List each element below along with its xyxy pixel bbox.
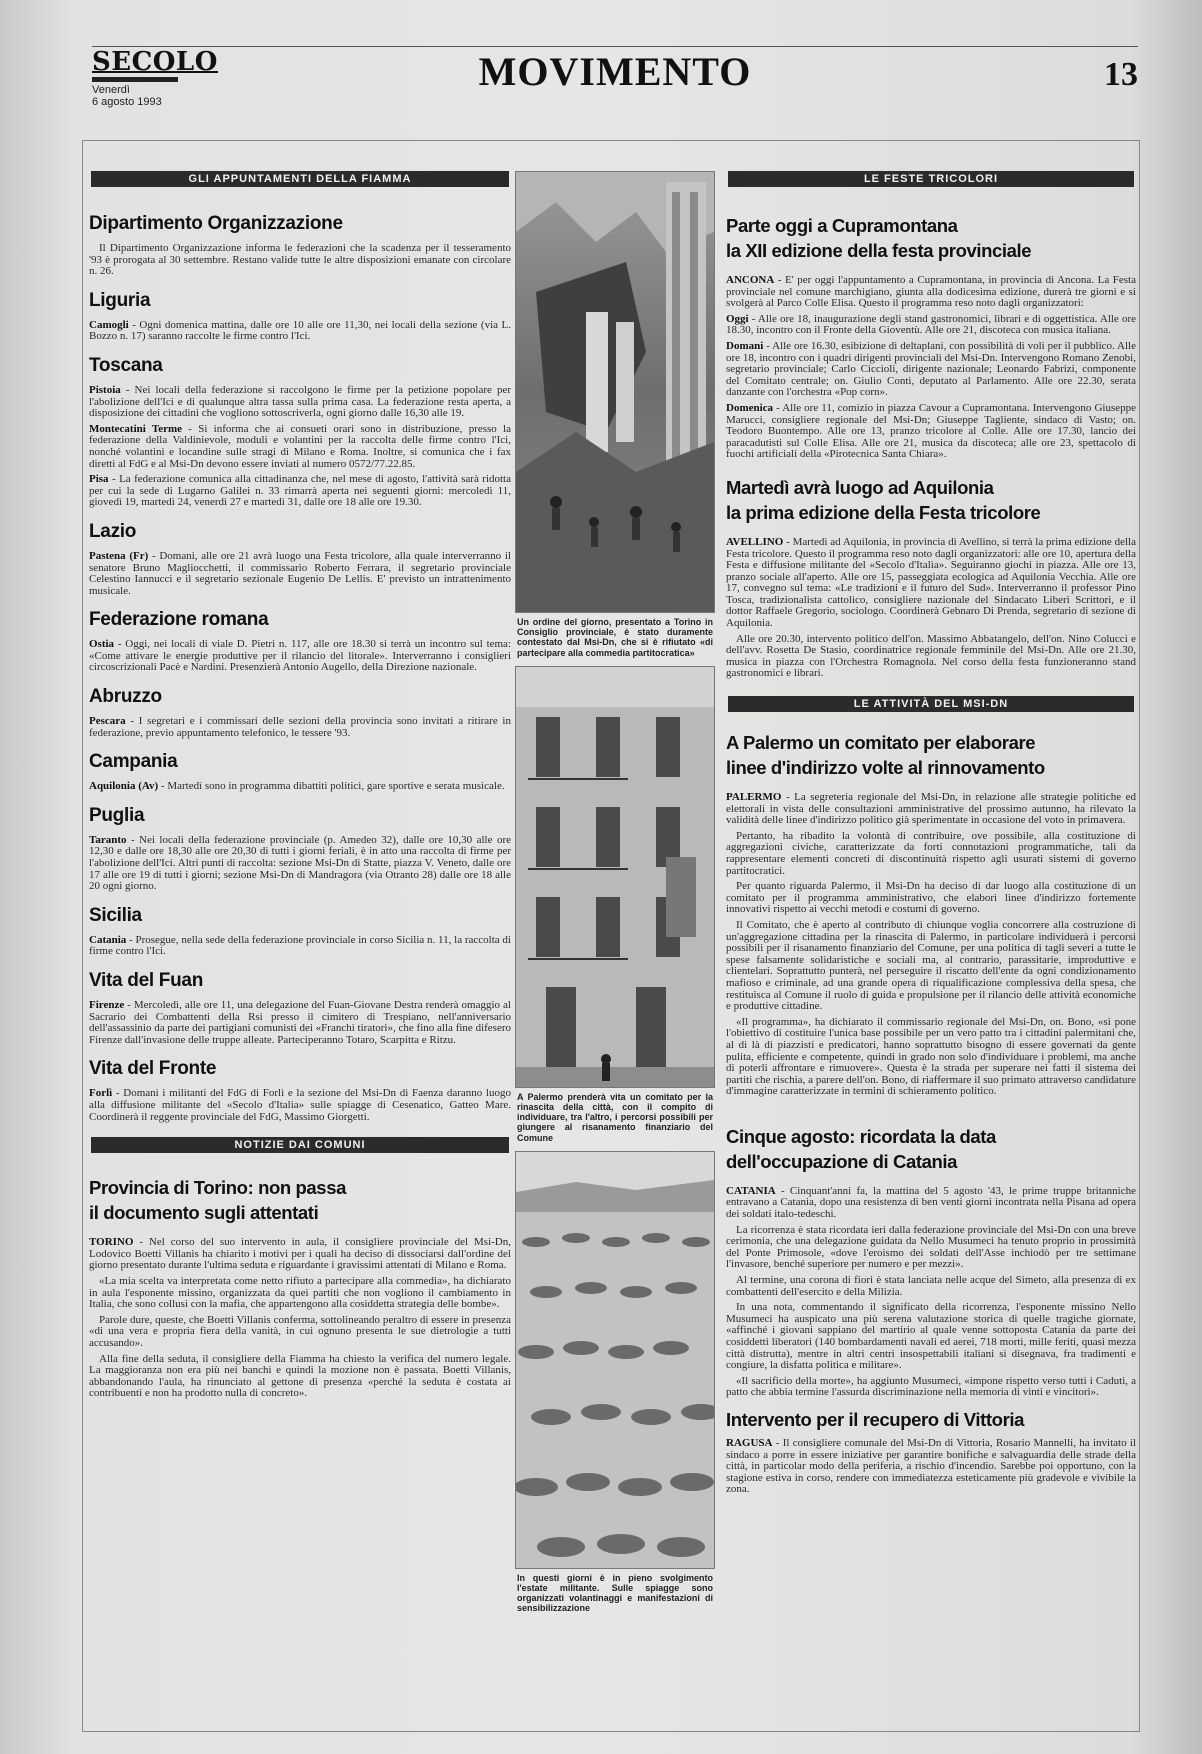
paragraph-text: - Il consigliere comunale del Msi-Dn di Vittoria, Rosario Mannelli, ha invitato il sindaco a porre in essere iniziative per garantire bonifiche e salvaguardia delle strade della città, in particolar modo della periferia, a rischio d'incendio. Sarebbe poi opportuno, con la stagione estiva in corso, rendere con immediatezza esteticamente più gradevole e vivibile la zona. bbox=[726, 1436, 1136, 1496]
article-paragraph bbox=[726, 634, 1136, 680]
article-paragraph bbox=[726, 275, 1136, 310]
paragraph-text: - Alle ore 18, inaugurazione degli stand gastronomici, librari e di oggettistica. Alle ore 18.30, incontro con il Fronte della Gioventù. Alle ore 21, discoteca con musica italiana. bbox=[726, 312, 1136, 337]
aquilonia-headline-line2: la prima edizione della Festa tricolore bbox=[726, 501, 1041, 523]
article-paragraph bbox=[726, 1186, 1136, 1221]
paragraph-text: - Nei locali della federazione si raccolgono le firme per la petizione popolare per l'abolizione dell'Ici e di qualunque altra tassa sulla prima casa. La federazione resta aperta, a disposizione dei cittadini che vogliono sottoscriverla, ogni giorno dalle 16,30 alle 19. bbox=[89, 383, 511, 420]
article-paragraph bbox=[89, 935, 511, 958]
paragraph-text: - Martedì sono in programma dibattiti politici, gare sportive e serata musicale. bbox=[158, 780, 505, 793]
paragraph-lead: Firenze bbox=[89, 999, 125, 1011]
article-paragraph bbox=[726, 537, 1136, 630]
section-banner-feste: LE FESTE TRICOLORI bbox=[728, 171, 1134, 187]
article-paragraph bbox=[89, 781, 511, 793]
paragraph-text: - Martedì ad Aquilonia, in provincia di Avellino, si terrà la prima edizione della Festa tricolore. Questo il programma reso noto dagli organizzatori: alle ore 10, apertura della Festa e diffusione militante del «Secolo d'Italia». Seguiranno giochi in piazza. Alle ore 13, pranzo sociale all'aperto. Alle ore 15, passeggiata ecologica ad Aquilonia Vecchia. Alle ore 17, convegno sul tema: «Le tradizioni e il futuro del Sud». Interverranno il professor Pino Tosca, tradizionalista cattolico, consigliere nazionale del Sindacato Liberi Scrittori, e il dottor Raffaele Gregorio, sociologo. Coordinerà Gebnaro Di Prenda, segretario di sezione di Aquilonia. bbox=[726, 535, 1136, 630]
article-paragraph bbox=[726, 792, 1136, 827]
paragraph-text: - E' per oggi l'appuntamento a Cupramontana, in provincia di Ancona. La Festa provinciale nel comune marchigiano, giunta alla dodicesima edizione, durerà tre giorni e si svolgerà al Parco Colle Elisa. Questo il programma reso noto dagli organizzatori: bbox=[726, 274, 1136, 310]
paragraph-lead: Catania bbox=[89, 933, 127, 946]
paragraph-text: Per quanto riguarda Palermo, il Msi-Dn ha deciso di dar luogo alla costituzione di un comitato per il programma amministrativo, che elabori linee d'indirizzo fortemente innovativi rispetto ai vecchi metodi e costumi di governo. bbox=[726, 880, 1136, 916]
dateline-date: 6 agosto 1993 bbox=[92, 96, 162, 108]
paragraph-lead: Forlì bbox=[89, 1087, 113, 1100]
photo-palermo-building bbox=[515, 666, 715, 1088]
paragraph-lead: AVELLINO bbox=[726, 535, 784, 548]
photo-beach-image bbox=[516, 1152, 714, 1568]
paragraph-text: Pertanto, ha ribadito la volontà di contribuire, ove possibile, alla costituzione di aggregazioni civiche, caratterizzate da forti connotazioni programmatiche, tali da rappresentare elementi concreti di discontinuità rispetto agli usurati sistemi di governo partitocratici. bbox=[726, 829, 1136, 877]
article-paragraph bbox=[89, 474, 511, 509]
article-paragraph bbox=[89, 243, 511, 278]
catania-article-body bbox=[726, 1186, 1136, 1399]
article-paragraph bbox=[726, 1376, 1136, 1399]
paragraph-lead: Pisa bbox=[89, 473, 109, 486]
article-paragraph bbox=[726, 1302, 1136, 1372]
paragraph-text: - Mercoledì, alle ore 11, una delegazione del Fuan-Giovane Destra renderà omaggio al Sacrario dei Combattenti della Rsi presso il cimitero di Trespiano, nell'anniversario dell'assassinio da parte dei partigiani comunisti dei «Franchi tiratori», che fino alla fine difesero Firenze dall'invasione delle truppe alleate. Parteciperanno Totaro, Scarpitta e Ritzu. bbox=[89, 999, 511, 1046]
photo-bombed-building bbox=[515, 171, 715, 613]
region-heading: Dipartimento Organizzazione bbox=[89, 213, 343, 234]
article-paragraph bbox=[89, 424, 511, 470]
article-paragraph bbox=[89, 385, 511, 420]
content-frame bbox=[82, 140, 1140, 1732]
paragraph-text: Il Comitato, che è aperto al contributo di chiunque voglia concorrere alla costruzione di un'aggregazione cittadina per la rinascita di Palermo, in particolare individuerà i percorsi possibili per il risanamento finanziario del Comune, per una politica di tagli severi a tutte le spese falsamente solidaristiche e sociali ma, al contrario, parassitarie, improduttive e clientelari. Soprattutto punterà, nel perseguire il riscatto dell'ente da ogni condizionamento mafioso e criminale, ad una grande opera di riqualificazione complessiva della spesa, che restituisca al Comune il ruolo di guida e propulsione per il rilancio delle attività economiche e produttive cittadine. bbox=[726, 918, 1136, 1013]
right-column bbox=[726, 171, 1136, 1500]
paragraph-text: - Alle ore 11, comizio in piazza Cavour a Cupramontana. Intervengono Giuseppe Marucci, consigliere regionale del Msi-Dn; Giuseppe Tagliente, sindaco di Vasto; on. Teodoro Buontempo. Alle ore 13, pranzo tricolore al Colle. Alle ore 17.30, lancio dei paracadutisti sul Colle Elisa. Alle ore 21, musica da discoteca; alle ore 23, spettacolo di fuochi artificiali della «Pirotecnica Santa Chiara». bbox=[726, 401, 1136, 461]
photo-column bbox=[515, 171, 715, 1622]
article-paragraph bbox=[89, 835, 511, 893]
paragraph-text: - Si informa che ai consueti orari sono in distribuzione, presso la federazione della Valdinievole, moduli e volantini per la raccolta delle firme contro l'Ici, nonché volantini e locandine sulle stragi di Milano e Roma. Inoltre, si comunica che i fax diretti al FdG e al Msi-Dn devono essere inviati al numero 0572/77.22.85. bbox=[89, 422, 511, 470]
cupra-article-body bbox=[726, 275, 1136, 461]
region-heading: Puglia bbox=[89, 804, 145, 826]
article-paragraph bbox=[726, 403, 1136, 461]
paragraph-text: - Nei locali della federazione provinciale (p. Amedeo 32), dalle ore 10,30 alle ore 12,30 e dalle ore 18,30 alle ore 20,30 di tutti i giorni feriali, è in atto una raccolta di firme per l'abolizione dell'Ici. Altri punti di raccolta: sezione Msi-Dn di Statte, piazza V. Veneto, dalle ore 17 alle ore 19 di tutti i giorni; sezione Msi-Dn di Mandragora (via Otranto 28) dalle ore 18 alle 20 ogni giorno. bbox=[89, 833, 511, 893]
paragraph-lead: Pastena (Fr) bbox=[89, 549, 149, 562]
catania-headline-line2: dell'occupazione di Catania bbox=[726, 1150, 958, 1172]
paragraph-lead: Pistoia bbox=[89, 383, 121, 396]
cupra-headline-line2: la XII edizione della festa provinciale bbox=[726, 240, 1032, 261]
paragraph-text: - Cinquant'anni fa, la mattina del 5 agosto '43, le prime truppe britanniche entravano a Catania, dopo una resistenza di ben venti giorni incontrata nella Pisana ad opera dei soldati italo-tedeschi. bbox=[726, 1184, 1136, 1221]
article-paragraph bbox=[726, 1438, 1136, 1496]
paragraph-text: «La mia scelta va interpretata come netto rifiuto a partecipare alla commedia», ha dichiarato in aula l'esponente missino, organizzata da quei partiti che non vogliono il cambiamento in Italia, che sono collusi con la mafia, che appartengono alla cosiddetta strategia delle bombe». bbox=[89, 1274, 511, 1311]
paragraph-text: - La segreteria regionale del Msi-Dn, in relazione alle strategie politiche ed elettorali in vista delle consultazioni amministrative del prossimo autunno, ha rilevato la validità delle linee d'indirizzo politico già sperimentate in occasione del voto in primavera. bbox=[726, 791, 1136, 827]
article-paragraph bbox=[726, 1225, 1136, 1271]
paragraph-lead: ANCONA bbox=[726, 274, 775, 286]
aquilonia-article-body bbox=[726, 537, 1136, 680]
dateline-day: Venerdì bbox=[92, 84, 130, 96]
section-title: MOVIMENTO bbox=[478, 49, 752, 94]
region-heading: Abruzzo bbox=[89, 686, 162, 708]
palermo-headline-line1: A Palermo un comitato per elaborare bbox=[726, 732, 1036, 754]
paragraph-lead: TORINO bbox=[89, 1236, 134, 1249]
paragraph-text: - Oggi, nei locali di viale D. Pietri n. 117, alle ore 18.30 si terrà un incontro sul tema: «Come attivare le energie produttive per il rilancio del litorale». Interverranno i consiglieri circoscrizionali Pacè e Nardini. Presenzierà Antonio Augello, della Direzione nazionale. bbox=[89, 638, 511, 674]
logo-text: SECOLO bbox=[92, 47, 218, 77]
paragraph-lead: Pescara bbox=[89, 715, 126, 728]
paragraph-lead: Taranto bbox=[89, 833, 127, 846]
region-heading: Vita del Fronte bbox=[89, 1058, 217, 1080]
masthead bbox=[92, 40, 1138, 130]
paragraph-text: - I segretari e i commissari delle sezioni della provincia sono invitati a ritirare in federazione, previo appuntamento telefonico, le tessere '93. bbox=[89, 715, 511, 739]
vittoria-article-body bbox=[726, 1438, 1136, 1496]
article-paragraph bbox=[89, 320, 511, 343]
paragraph-text: La ricorrenza è stata ricordata ieri dalla federazione provinciale del Msi-Dn con una breve cerimonia, che una delegazione guidata da Nello Musumeci ha tenuto proprio in prossimità del Ponte Primosole, «dove l'eroismo dei soldati dell'Asse inchiodò per tre settimane l'invasore, benché superiore per numero e per mezzi». bbox=[726, 1223, 1136, 1271]
paragraph-text: - Domani, alle ore 21 avrà luogo una Festa tricolore, alla quale interverranno il senatore Bruno Magliocchetti, il commissario Roberto Ferrara, il segretario provinciale Celestino Iannucci e il segretario sezionale Eugenio De Lellis. E' previsto un intrattenimento musicale. bbox=[89, 549, 511, 597]
paragraph-text: - Ogni domenica mattina, dalle ore 10 alle ore 11,30, nei locali della sezione (via L. Bozzo n. 17) saranno raccolte le firme contro l'Ici. bbox=[89, 318, 511, 343]
article-paragraph bbox=[726, 920, 1136, 1013]
paragraph-lead: RAGUSA bbox=[726, 1436, 773, 1449]
article-paragraph bbox=[89, 716, 511, 739]
torino-article-body bbox=[89, 1237, 511, 1400]
region-heading: Toscana bbox=[89, 354, 163, 376]
paragraph-lead: Oggi bbox=[726, 312, 749, 325]
paragraph-lead: Aquilonia (Av) bbox=[89, 780, 159, 793]
region-heading: Vita del Fuan bbox=[89, 970, 203, 991]
article-paragraph bbox=[89, 1354, 511, 1400]
region-heading: Campania bbox=[89, 751, 178, 773]
photo-bombed-building-image bbox=[516, 172, 714, 612]
section-banner-appuntamenti: GLI APPUNTAMENTI DELLA FIAMMA bbox=[91, 171, 509, 187]
region-heading: Sicilia bbox=[89, 904, 142, 926]
masthead-rule bbox=[92, 46, 1138, 47]
article-paragraph bbox=[89, 551, 511, 597]
catania-headline bbox=[726, 1124, 1136, 1174]
article-paragraph bbox=[89, 1237, 511, 1272]
caption-torino: Un ordine del giorno, presentato a Torino in Consiglio provinciale, è stato duramente contestato dal Msi-Dn, che si è rifiutato «di partecipare alla commedia partitocratica» bbox=[517, 617, 713, 658]
left-column bbox=[89, 171, 511, 1404]
paragraph-text: - Alle ore 16.30, esibizione di deltaplani, con possibilità di voli per il pubblico. Alle ore 18, incontro con i quadri dirigenti provinciali del Msi-Dn. Intervengono Romano Zenobi, segretario provinciale; Carlo Ciccioli, dirigente nazionale; Leonardo Fabrizi, componente del Comitato centrale; on. Giulio Conti, deputato al Parlamento. Alle ore 22.30, serata danzante con l'orchestra «Pop corn». bbox=[726, 339, 1136, 399]
photo-palermo-building-image bbox=[516, 667, 714, 1087]
section-banner-comuni: NOTIZIE DAI COMUNI bbox=[91, 1137, 509, 1153]
article-paragraph bbox=[89, 1000, 511, 1046]
palermo-article-body bbox=[726, 792, 1136, 1098]
article-paragraph bbox=[726, 831, 1136, 877]
article-paragraph bbox=[726, 341, 1136, 399]
paragraph-lead: CATANIA bbox=[726, 1184, 776, 1197]
paragraph-text: «Il programma», ha dichiarato il commissario regionale del Msi-Dn, on. Bono, «si pone l'obiettivo di costituire l'unica base possibile per un vero patto tra i cittadini palermitani che, al di là di piazzisti e predicatori, hanno soprattutto bisogno di essere governati da gente pulita, efficiente e competente, quindi in grado non solo d'individuare i problemi, ma anche di poterli affrontare e rimuovere». Questa è la strada per superare nei fatti il sistema dei partiti che rischia, a parere dell'on. Bono, di riaffermare il suo primato attraverso candidature d'immagine caratterizzate in termini di schieramento politico. bbox=[726, 1015, 1136, 1098]
caption-beach: In questi giorni è in pieno svolgimento l'estate militante. Sulle spiagge sono organizzati volantinaggi e manifestazioni di sensibilizzazione bbox=[517, 1572, 713, 1614]
cupra-headline-line1: Parte oggi a Cupramontana bbox=[726, 215, 958, 236]
paragraph-text: Parole dure, queste, che Boetti Villanis conferma, sottolineando peraltro di essere in presenza «di una vera e propria fiera della vanità, in cui ognuno presenta le sue dietrologie a tutti accusando». bbox=[89, 1313, 511, 1349]
paragraph-lead: PALERMO bbox=[726, 791, 782, 804]
paragraph-lead: Domani bbox=[726, 339, 764, 352]
palermo-headline bbox=[726, 730, 1136, 780]
article-paragraph bbox=[89, 1315, 511, 1350]
appuntamenti-list bbox=[89, 213, 511, 1123]
article-paragraph bbox=[726, 1275, 1136, 1298]
palermo-headline-line2: linee d'indirizzo volte al rinnovamento bbox=[726, 757, 1045, 779]
caption-palermo: A Palermo prenderà vita un comitato per la rinascita della città, con il compito di individuare, tra l'altro, i percorsi possibili per giungere al risanamento finanziario del Comune bbox=[517, 1091, 713, 1143]
paragraph-text: Al termine, una corona di fiori è stata lanciata nelle acque del Simeto, alla presenza di ex combattenti dell'esercito e della Milizia. bbox=[726, 1274, 1136, 1298]
paragraph-text: In una nota, commentando il significato della ricorrenza, l'esponente missino Nello Musumeci ha auspicato una più serena valutazione storica di quelle tragiche giornate, «affinché i giovani sappiano del martirio al quale venne sottoposta Catania da parte dei cosiddetti liberatori (140 bombardamenti navali ed aerei, 718 morti, mille feriti, quasi mezza città distrutta), mentre in altri centri insospettabili italiani si disegnava, fra tradimenti e congiure, la disfatta politica e militare». bbox=[726, 1301, 1136, 1372]
paragraph-text: Alle ore 20.30, intervento politico dell'on. Massimo Abbatangelo, dell'on. Nino Colucci e dell'avv. Rosetta De Stasio, coordinatrice regionale femminile del Msi-Dn. Alle ore 21.30, musica in piazza con l'Orchestra Romagnola. Nel corso della festa funzioneranno stand gastronomici e librari. bbox=[726, 632, 1136, 680]
article-paragraph bbox=[726, 314, 1136, 337]
section-banner-attivita: LE ATTIVITÀ DEL MSI-DN bbox=[728, 696, 1134, 712]
photo-beach bbox=[515, 1151, 715, 1569]
article-paragraph bbox=[726, 1017, 1136, 1098]
paragraph-text: Alla fine della seduta, il consigliere della Fiamma ha chiesto la verifica del numero legale. La maggioranza non era più nei banchi e quindi la mozione non è passata. Boetti Villanis, abbandonando l'aula, ha rinunciato al gettone di presenza «perché la seduta è costata ai contribuenti e non ha prodotto nulla di concreto». bbox=[89, 1352, 511, 1400]
paragraph-text: Il Dipartimento Organizzazione informa le federazioni che la scadenza per il tesseramento '93 è prorogata al 30 settembre. Restano valide tutte le altre disposizioni emanate con circolare n. 26. bbox=[89, 242, 511, 278]
torino-headline bbox=[89, 1175, 511, 1225]
aquilonia-headline-line1: Martedì avrà luogo ad Aquilonia bbox=[726, 476, 994, 498]
paragraph-text: - Nel corso del suo intervento in aula, il consigliere provinciale del Msi-Dn, Lodovico Boetti Villanis ha chiarito i motivi per i quali ha deciso di dissociarsi dall'ordine del giorno presentato durante l'ultima seduta e riguardante i gravissimi attentati di Milano e Roma. bbox=[89, 1236, 511, 1272]
cupra-headline bbox=[726, 213, 1136, 263]
paragraph-lead: Camogli bbox=[89, 318, 129, 331]
catania-headline-line1: Cinque agosto: ricordata la data bbox=[726, 1125, 996, 1147]
torino-headline-line2: il documento sugli attentati bbox=[89, 1202, 319, 1224]
aquilonia-headline bbox=[726, 475, 1136, 525]
vittoria-headline: Intervento per il recupero di Vittoria bbox=[726, 1408, 1024, 1430]
paragraph-text: «Il sacrificio della morte», ha aggiunto Musumeci, «impone rispetto verso tutti i Caduti, a patto che abbia termine l'assurda discriminazione nella memoria di vinti e vincitori». bbox=[726, 1374, 1136, 1399]
paragraph-text: - La federazione comunica alla cittadinanza che, nel mese di agosto, l'attività sarà ridotta per cui la sede di Lugarno Galilei n. 33 rimarrà aperta nei seguenti giorni: mercoledì 11, giovedì 19, martedì 24, venerdì 27 e martedì 31, dalle ore 18 alle ore 19.30. bbox=[89, 473, 511, 509]
page-number: 13 bbox=[1104, 56, 1138, 93]
article-paragraph bbox=[89, 1088, 511, 1123]
region-heading: Federazione romana bbox=[89, 609, 269, 631]
region-heading: Liguria bbox=[89, 289, 151, 311]
torino-headline-line1: Provincia di Torino: non passa bbox=[89, 1177, 346, 1199]
article-paragraph bbox=[726, 881, 1136, 916]
paragraph-lead: Montecatini Terme bbox=[89, 422, 183, 435]
article-paragraph bbox=[89, 639, 511, 674]
region-heading: Lazio bbox=[89, 520, 137, 542]
paragraph-lead: Ostia bbox=[89, 638, 115, 651]
article-paragraph bbox=[89, 1276, 511, 1311]
paragraph-text: - Prosegue, nella sede della federazione provinciale in corso Sicilia n. 11, la raccolta di firme contro l'Ici. bbox=[89, 933, 511, 958]
paragraph-text: - Domani i militanti del FdG di Forlì e la sezione del Msi-Dn di Faenza daranno luogo alla diffusione militante del «Secolo d'Italia» sulle spiagge di Cesenatico, Gatteo Mare. Coordinerà il reggente provinciale del FdG, Massimo Giorgetti. bbox=[89, 1087, 511, 1123]
paragraph-lead: Domenica bbox=[726, 401, 774, 414]
